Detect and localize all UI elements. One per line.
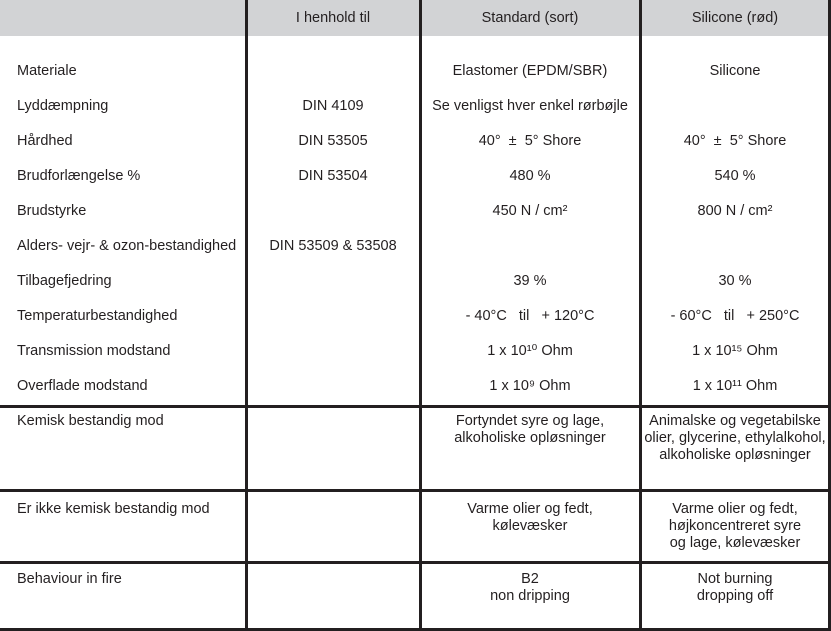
silicone-chemical-resistant — [641, 413, 829, 464]
reference-value: DIN 53509 & 53508 — [269, 238, 397, 254]
standard-value: 1 x 10¹⁰ Ohm — [487, 343, 573, 359]
section-label-fire-behaviour: Behaviour in fire — [17, 571, 122, 587]
text-line: Fortyndet syre og lage, — [455, 413, 605, 429]
silicone-value: 800 N / cm² — [697, 203, 773, 219]
header-reference: I henhold til — [295, 10, 371, 26]
reference-value: DIN 53504 — [298, 168, 368, 184]
standard-value: Se venligst hver enkel rørbøjle — [432, 98, 628, 114]
silicone-value: 30 % — [718, 273, 752, 289]
silicone-value: 1 x 10¹⁵ Ohm — [692, 343, 778, 359]
standard-value: 480 % — [509, 168, 551, 184]
row-label: Brudforlængelse % — [17, 168, 141, 184]
text-line: Animalske og vegetabilske — [649, 413, 821, 429]
text-line: Not burning — [697, 571, 773, 587]
text-line: højkoncentreret syre — [668, 518, 802, 534]
silicone-value: 1 x 10¹¹ Ohm — [692, 378, 778, 394]
header-standard: Standard (sort) — [481, 10, 579, 26]
row-divider — [0, 489, 831, 492]
row-label: Brudstyrke — [17, 203, 87, 219]
silicone-value: 540 % — [714, 168, 756, 184]
standard-fire-behaviour — [421, 571, 639, 605]
text-line: og lage, kølevæsker — [669, 535, 801, 551]
standard-value: 1 x 10⁹ Ohm — [489, 378, 571, 394]
silicone-value: Silicone — [709, 63, 761, 79]
text-line: dropping off — [696, 588, 774, 604]
silicone-value: 40° ± 5° Shore — [683, 133, 787, 149]
row-label: Temperaturbestandighed — [17, 308, 178, 324]
text-line: alkoholiske opløsninger — [454, 430, 606, 446]
standard-not-chemical-resistant — [421, 501, 639, 535]
silicone-fire-behaviour — [641, 571, 829, 605]
row-label: Overflade modstand — [17, 378, 148, 394]
silicone-not-chemical-resistant — [641, 501, 829, 552]
standard-value: - 40°C til + 120°C — [465, 308, 595, 324]
row-label: Lyddæmpning — [17, 98, 109, 114]
row-label: Alders- vejr- & ozon-bestandighed — [17, 238, 237, 254]
reference-value: DIN 4109 — [302, 98, 364, 114]
header-silicone: Silicone (rød) — [691, 10, 779, 26]
section-label-not-chemical-resistant: Er ikke kemisk bestandig mod — [17, 501, 210, 517]
column-divider — [245, 0, 248, 631]
text-line: olier, glycerine, ethylalkohol, — [644, 430, 826, 446]
row-label: Materiale — [17, 63, 77, 79]
standard-chemical-resistant — [421, 413, 639, 447]
row-divider — [0, 561, 831, 564]
silicone-value: - 60°C til + 250°C — [670, 308, 800, 324]
row-divider — [0, 405, 831, 408]
text-line: Varme olier og fedt, — [467, 501, 593, 517]
standard-value: 39 % — [513, 273, 547, 289]
standard-value: 40° ± 5° Shore — [478, 133, 582, 149]
header-cell-blank — [0, 0, 245, 36]
row-label: Hårdhed — [17, 133, 73, 149]
text-line: B2 — [521, 571, 539, 587]
standard-value: 450 N / cm² — [492, 203, 568, 219]
text-line: Varme olier og fedt, — [672, 501, 798, 517]
row-label: Transmission modstand — [17, 343, 171, 359]
text-line: kølevæsker — [492, 518, 568, 534]
standard-value: Elastomer (EPDM/SBR) — [452, 63, 608, 79]
row-label: Tilbagefjedring — [17, 273, 112, 289]
text-line: non dripping — [490, 588, 570, 604]
reference-value: DIN 53505 — [298, 133, 368, 149]
section-label-chemical-resistant: Kemisk bestandig mod — [17, 413, 164, 429]
text-line: alkoholiske opløsninger — [659, 447, 811, 463]
